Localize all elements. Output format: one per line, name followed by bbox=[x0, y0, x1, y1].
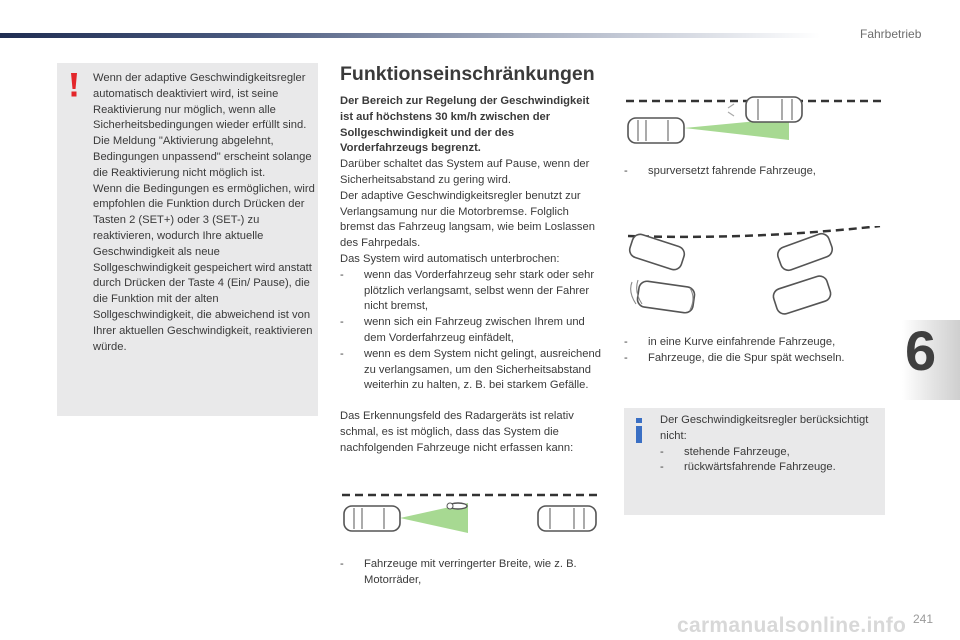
paragraph: Darüber schaltet das System auf Pause, wenn der Sicherheitsabstand zu gering wird. bbox=[340, 158, 590, 186]
info-lead: Der Geschwindigkeitsregler berücksichtigt nicht: bbox=[660, 414, 869, 442]
list-item-text: wenn es dem System nicht gelingt, ausreichend zu verlangsamen, um den Sicherheitsabstand weiterhin zu halten, z. B. bei starkem Gefälle. bbox=[364, 347, 601, 392]
list-dash: - bbox=[624, 351, 628, 364]
caption-offset bbox=[624, 164, 886, 180]
list-item bbox=[340, 347, 602, 394]
list-item bbox=[660, 460, 880, 476]
list-item-text: rückwärtsfahrende Fahrzeuge. bbox=[684, 461, 836, 474]
list-dash: - bbox=[340, 316, 344, 329]
list-item bbox=[660, 445, 880, 461]
list-dash: - bbox=[340, 558, 344, 570]
exclamation-icon bbox=[66, 72, 82, 98]
list-item-text: in eine Kurve einfahrende Fahrzeuge, bbox=[648, 336, 836, 348]
page-number: 241 bbox=[913, 612, 934, 626]
list-item-text: stehende Fahrzeuge, bbox=[684, 445, 790, 458]
info-text bbox=[660, 413, 880, 476]
list-dash: - bbox=[624, 336, 628, 348]
list-item-text: wenn das Vorderfahrzeug sehr stark oder sehr plötzlich verlangsamt, selbst wenn der Fahrer nicht bremst, bbox=[364, 268, 595, 313]
list-dash: - bbox=[660, 461, 664, 474]
list-item bbox=[624, 351, 886, 367]
chapter-number: 6 bbox=[905, 319, 937, 382]
list-dash: - bbox=[340, 347, 344, 360]
section-title: Fahrbetrieb bbox=[860, 27, 922, 41]
offset-vehicle-illustration bbox=[624, 92, 886, 150]
list-dash: - bbox=[624, 165, 628, 177]
warning-text bbox=[93, 71, 315, 355]
caption-curve bbox=[624, 335, 886, 367]
list-item bbox=[624, 335, 886, 351]
paragraph: Der adaptive Geschwindigkeitsregler benutzt zur Verlangsamung nur die Motorbremse. Folglich bremst das Fahrzeug langsam, wie beim Loslassen des Fahrpedals. bbox=[340, 189, 595, 250]
info-icon bbox=[633, 418, 645, 444]
intro-bold: Der Bereich zur Regelung der Geschwindigkeit ist auf höchstens 30 km/h zwischen der Sollgeschwindigkeit und der des Vorderfahrzeugs begrenzt. bbox=[340, 95, 590, 155]
list-dash: - bbox=[660, 445, 664, 458]
list-item bbox=[340, 557, 602, 589]
page-title: Funktionseinschränkungen bbox=[340, 63, 595, 85]
list-item bbox=[624, 164, 886, 180]
list-item-text: Fahrzeuge mit verringerter Breite, wie z. B. Motorräder, bbox=[364, 558, 577, 586]
watermark: carmanualsonline.info bbox=[677, 614, 907, 637]
header-bar bbox=[0, 33, 820, 38]
warning-paragraph: Wenn der adaptive Geschwindigkeitsregler automatisch deaktiviert wird, ist seine Reaktivierung nur möglich, wenn alle Sicherheitsbedingungen wieder erfüllt sind. Die Meldung "Aktivierung abgelehnt, Bedingungen unpassend" erscheint solange die Reaktivierung nicht möglich ist. bbox=[93, 72, 312, 179]
list-item-text: Fahrzeuge, die die Spur spät wechseln. bbox=[648, 351, 845, 364]
curve-vehicle-illustration bbox=[624, 226, 886, 326]
main-column bbox=[340, 94, 602, 457]
warning-paragraph: Wenn die Bedingungen es ermöglichen, wird empfohlen die Funktion durch Drücken der Tasten 2 (SET+) oder 3 (SET-) zu reaktivieren, wodurch Ihre aktuelle Geschwindigkeit als neue Sollgeschwindigkeit gespeichert wird anstatt durch Drücken der Taste 4 (Ein/ Pause), die die Funktion mit der alten Sollgeschwindigkeit, die abweichend ist von Ihrer aktuellen Geschwindigkeit, reaktivieren würde. bbox=[93, 182, 315, 353]
list-item bbox=[340, 315, 602, 347]
list-item-text: spurversetzt fahrende Fahrzeuge, bbox=[648, 165, 816, 177]
caption-narrow bbox=[340, 557, 602, 589]
narrow-vehicle-illustration bbox=[340, 488, 602, 544]
paragraph: Das Erkennungsfeld des Radargeräts ist relativ schmal, es ist möglich, dass das System die nachfolgenden Fahrzeuge nicht erfassen kann: bbox=[340, 410, 574, 454]
list-dash: - bbox=[340, 268, 344, 281]
list-item bbox=[340, 268, 602, 315]
list-item-text: wenn sich ein Fahrzeug zwischen Ihrem und dem Vorderfahrzeug einfädelt, bbox=[364, 316, 585, 344]
paragraph: Das System wird automatisch unterbrochen: bbox=[340, 252, 560, 265]
